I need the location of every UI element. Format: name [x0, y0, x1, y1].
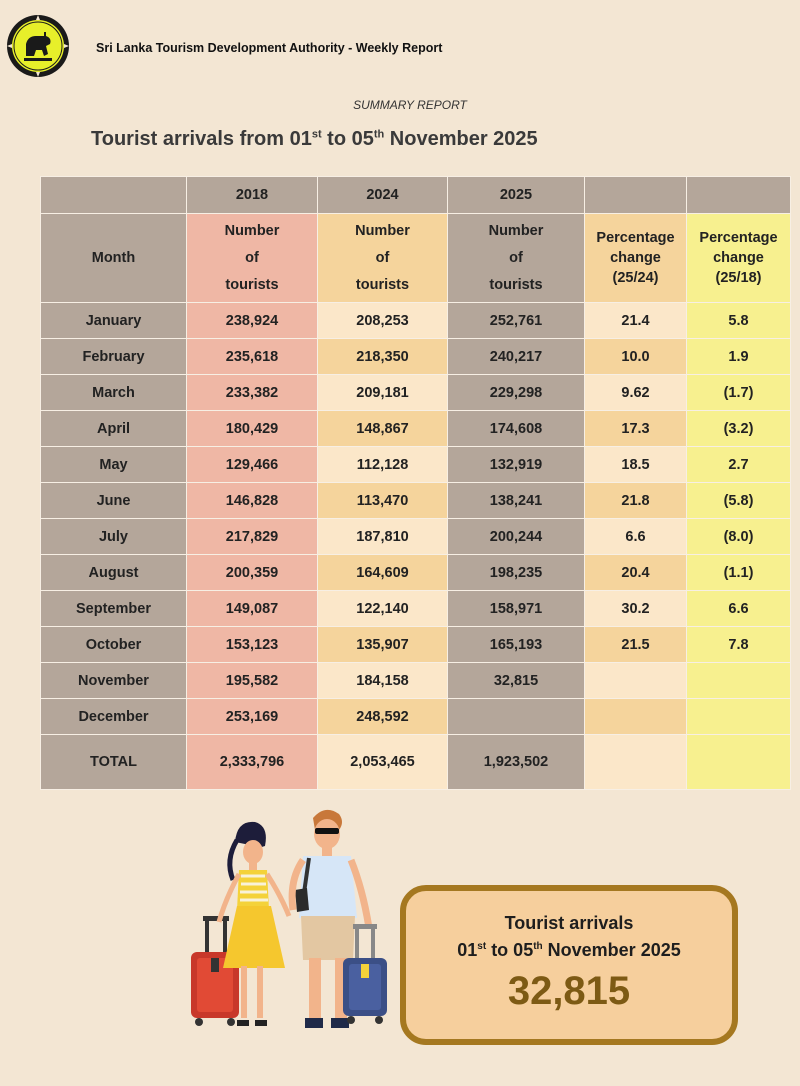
month-cell: September: [41, 591, 187, 627]
table-row: [41, 519, 791, 555]
value-2025-cell: 132,919: [448, 447, 585, 483]
org-name: Sri Lanka Tourism Development Authority - Weekly Report: [96, 41, 443, 55]
value-2024-cell: 187,810: [318, 519, 448, 555]
value-2018-cell: 153,123: [187, 627, 318, 663]
value-2024-cell: 113,470: [318, 483, 448, 519]
total-label: TOTAL: [41, 735, 187, 790]
value-2024-cell: 209,181: [318, 375, 448, 411]
total-pct-25-18: [687, 735, 791, 790]
year-header-2025: 2025: [448, 177, 585, 214]
value-2018-cell: 195,582: [187, 663, 318, 699]
value-2025-cell: 200,244: [448, 519, 585, 555]
pct-header-25-18: Percentage change (25/18): [687, 214, 791, 303]
month-cell: July: [41, 519, 187, 555]
value-2025-cell: 165,193: [448, 627, 585, 663]
year-header-blank: [585, 177, 687, 214]
year-header-blank: [687, 177, 791, 214]
pct-25-18-cell: (1.7): [687, 375, 791, 411]
arrivals-callout: [400, 885, 738, 1045]
table-row: [41, 375, 791, 411]
value-2024-cell: 184,158: [318, 663, 448, 699]
month-cell: April: [41, 411, 187, 447]
value-2018-cell: 200,359: [187, 555, 318, 591]
travelers-illustration: [185, 800, 405, 1040]
value-2024-cell: 218,350: [318, 339, 448, 375]
value-2018-cell: 129,466: [187, 447, 318, 483]
callout-title: Tourist arrivals: [504, 913, 634, 933]
pct-25-24-cell: 9.62: [585, 375, 687, 411]
pct-25-24-cell: 20.4: [585, 555, 687, 591]
pct-25-24-cell: 21.4: [585, 303, 687, 339]
value-2024-cell: 112,128: [318, 447, 448, 483]
table-row: [41, 411, 791, 447]
month-cell: November: [41, 663, 187, 699]
pct-25-24-cell: [585, 699, 687, 735]
pct-25-24-cell: [585, 663, 687, 699]
pct-25-18-cell: 6.6: [687, 591, 791, 627]
pct-25-18-cell: 7.8: [687, 627, 791, 663]
page-title: Tourist arrivals from 01st to 05th November 2025: [91, 128, 538, 150]
pct-25-24-cell: 6.6: [585, 519, 687, 555]
value-2018-cell: 146,828: [187, 483, 318, 519]
num-header-2018: Number of tourists: [187, 214, 318, 303]
summary-label: SUMMARY REPORT: [353, 98, 467, 112]
value-2025-cell: 138,241: [448, 483, 585, 519]
month-cell: May: [41, 447, 187, 483]
value-2024-cell: 135,907: [318, 627, 448, 663]
year-header-blank: [41, 177, 187, 214]
value-2024-cell: 122,140: [318, 591, 448, 627]
pct-25-24-cell: 18.5: [585, 447, 687, 483]
year-header-2024: 2024: [318, 177, 448, 214]
pct-25-18-cell: 1.9: [687, 339, 791, 375]
month-cell: October: [41, 627, 187, 663]
pct-25-18-cell: (5.8): [687, 483, 791, 519]
value-2025-cell: 158,971: [448, 591, 585, 627]
value-2024-cell: 248,592: [318, 699, 448, 735]
value-2018-cell: 149,087: [187, 591, 318, 627]
month-cell: January: [41, 303, 187, 339]
month-cell: March: [41, 375, 187, 411]
value-2018-cell: 217,829: [187, 519, 318, 555]
total-pct-25-24: [585, 735, 687, 790]
value-2025-cell: 174,608: [448, 411, 585, 447]
pct-25-24-cell: 21.5: [585, 627, 687, 663]
value-2025-cell: 229,298: [448, 375, 585, 411]
table-row: [41, 303, 791, 339]
table-row: [41, 447, 791, 483]
column-header-row: [41, 214, 791, 303]
month-cell: August: [41, 555, 187, 591]
pct-25-18-cell: [687, 699, 791, 735]
arrivals-table: [40, 176, 791, 790]
pct-25-18-cell: 2.7: [687, 447, 791, 483]
pct-25-24-cell: 30.2: [585, 591, 687, 627]
pct-header-25-24: Percentage change (25/24): [585, 214, 687, 303]
pct-25-24-cell: 17.3: [585, 411, 687, 447]
month-header: Month: [41, 214, 187, 303]
year-header-2018: 2018: [187, 177, 318, 214]
value-2025-cell: [448, 699, 585, 735]
value-2025-cell: 240,217: [448, 339, 585, 375]
value-2018-cell: 238,924: [187, 303, 318, 339]
value-2018-cell: 253,169: [187, 699, 318, 735]
pct-25-18-cell: (1.1): [687, 555, 791, 591]
pct-25-24-cell: 21.8: [585, 483, 687, 519]
pct-25-18-cell: (8.0): [687, 519, 791, 555]
value-2024-cell: 148,867: [318, 411, 448, 447]
year-header-row: [41, 177, 791, 214]
value-2024-cell: 164,609: [318, 555, 448, 591]
lion-emblem-icon: [6, 14, 70, 78]
value-2025-cell: 198,235: [448, 555, 585, 591]
table-row: [41, 699, 791, 735]
table-row: [41, 483, 791, 519]
month-cell: June: [41, 483, 187, 519]
total-2018: 2,333,796: [187, 735, 318, 790]
table-row: [41, 339, 791, 375]
month-cell: December: [41, 699, 187, 735]
value-2024-cell: 208,253: [318, 303, 448, 339]
total-2025: 1,923,502: [448, 735, 585, 790]
value-2025-cell: 252,761: [448, 303, 585, 339]
pct-25-18-cell: [687, 663, 791, 699]
pct-25-18-cell: (3.2): [687, 411, 791, 447]
table-row: [41, 663, 791, 699]
callout-value: 32,815: [507, 969, 631, 1013]
table-row: [41, 555, 791, 591]
num-header-2024: Number of tourists: [318, 214, 448, 303]
pct-25-24-cell: 10.0: [585, 339, 687, 375]
num-header-2025: Number of tourists: [448, 214, 585, 303]
value-2025-cell: 32,815: [448, 663, 585, 699]
table-row: [41, 591, 791, 627]
value-2018-cell: 235,618: [187, 339, 318, 375]
value-2018-cell: 233,382: [187, 375, 318, 411]
total-2024: 2,053,465: [318, 735, 448, 790]
callout-date-range: 01st to 05th November 2025: [457, 940, 681, 960]
total-row: [41, 735, 791, 790]
month-cell: February: [41, 339, 187, 375]
table-row: [41, 627, 791, 663]
value-2018-cell: 180,429: [187, 411, 318, 447]
pct-25-18-cell: 5.8: [687, 303, 791, 339]
